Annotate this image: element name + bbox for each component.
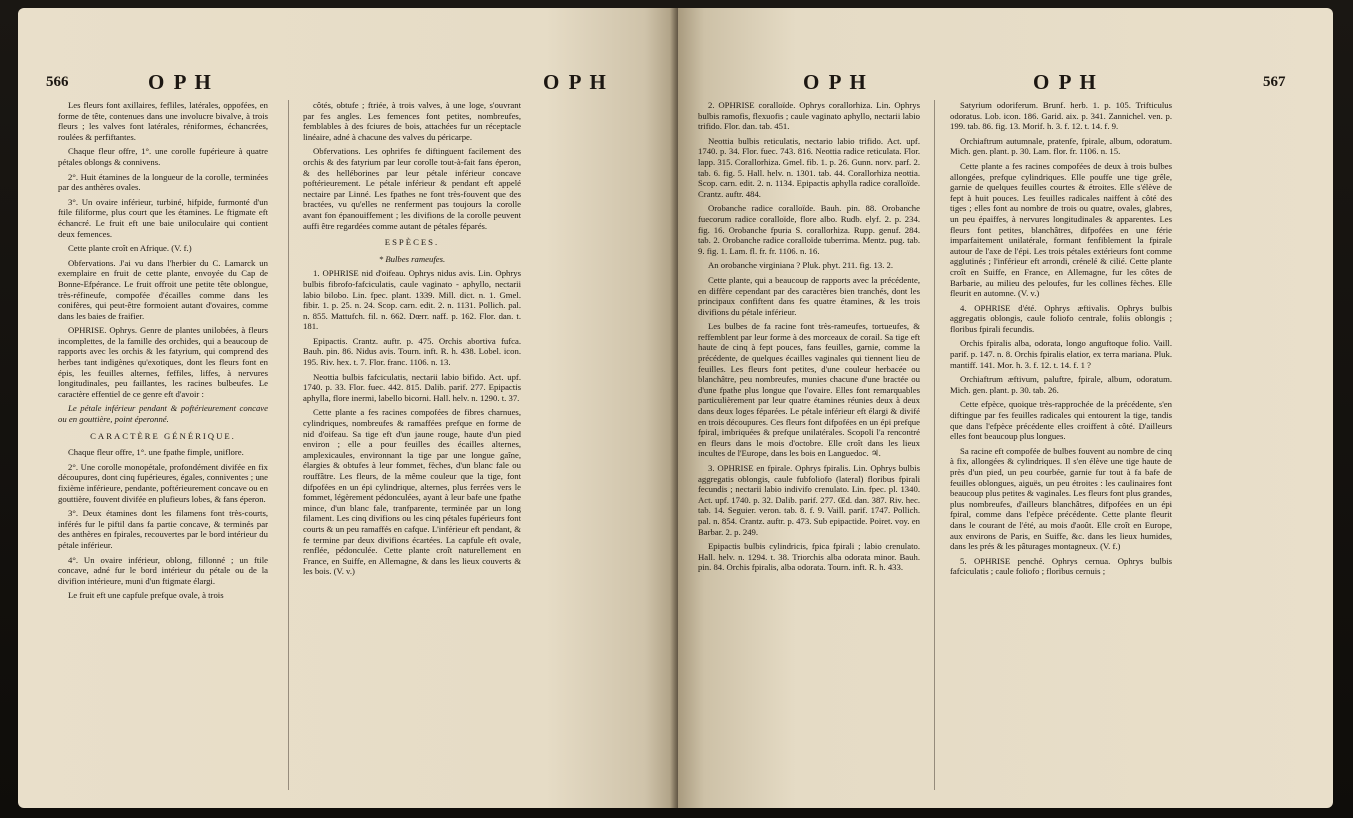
paragraph: Orchiaftrum autumnale, pratenfe, fpirale, album, odoratum. Mich. gen. plant. p. 30. Lam. flor. fr. 1106. n. 15. (950, 135, 1172, 157)
right-page (678, 8, 1333, 808)
paragraph: Cette plante a fes racines compofées de deux à trois bulbes allongées, prefque cylindriques. Elle pouffe une tige grêle, garnie de quelques feuilles courtes & étroites. Elle s'élève de fept à huit pouces. Les feuilles radicales naiffent à côté des tiges ; elles font au nombre de trois ou quatre, ovales, glabres, un peu épaiffes, à nervures longitudinales & apparentes. Les fleurs font petites, blanchâtres, difpofées en une férie imparfaitement unilatérale, formant fenfiblement la fpirale autour de l'axe de l'épi. Les trois pétales extérieurs font comme agglutinés ; l'inférieur eft arrondi, crénelé & cilié. Cette plante croît en Suiffe, en France, en Allemagne, fur les côtes de Barbarie, au milieu des peloufes, fur les collines fèches. Elle fleurit en automne. (V. v.) (950, 160, 1172, 299)
paragraph: Epipactis. Crantz. auftr. p. 475. Orchis abortiva fufca. Bauh. pin. 86. Nidus avis. Tourn. inft. R. h. 438. Lobel. icon. 195. Riv. hex. t. 7. Flor. franc. 1106. n. 13. (303, 335, 521, 368)
paragraph: 2. OPHRISE coralloïde. Ophrys corallorhiza. Lin. Ophrys bulbis ramofis, flexuofis ; caule vaginato aphyllo, nectarii labio trifido. Flor. dan. tab. 451. (698, 100, 920, 132)
paragraph: Les fleurs font axillaires, fefliles, latérales, oppofées, en forme de tête, contenues dans une involucre bivalve, à trois fleurs ; les valves font latérales, réniformes, échancrées, roulées & perfiftantes. (58, 100, 268, 142)
running-head-right: O P H (543, 70, 608, 94)
paragraph: Satyrium odoriferum. Brunf. herb. 1. p. 105. Trifticulus odoratus. Lob. icon. 186. Garid. aix. p. 341. Zannichel. ven. p. 199. tab. 86. fig. 13. Morif. h. 3. f. 12. t. 14. f. 9. (950, 100, 1172, 132)
column-rule (288, 100, 289, 790)
subsection-heading: * Bulbes rameufes. (378, 253, 446, 264)
paragraph: Chaque fleur offre, 1°. une corolle fupérieure à quatre pétales oblongs & connivens. (58, 146, 268, 167)
paragraph: Orchiaftrum æftivum, paluftre, fpirale, album, odoratum. Mich. gen. plant. p. 30. tab. 26. (950, 374, 1172, 395)
column-rule (934, 100, 935, 790)
paragraph: 4°. Un ovaire inférieur, oblong, fillonné ; un ftile concave, adné fur le bord intérieur du pétale ou de la divifion intérieure, muni d'un ftigmate élargi. (58, 554, 268, 586)
paragraph: Le fruit eft une capfule prefque ovale, à trois (68, 590, 224, 601)
paragraph: 3°. Deux étamines dont les filamens font très-courts, inférés fur le piftil dans fa partie concave, & terminés par des anthères en fpirales, recouvertes par le bord intérieur du pétale inférieur. (58, 508, 268, 550)
paragraph: Cette plante, qui a beaucoup de rapports avec la précédente, en diffère cependant par des caractères bien tranchés, dont les principaux confiftent dans fes quatre étamines, & les trois divifions du pétale inférieur. (698, 274, 920, 317)
paragraph: côtés, obtufe ; ftriée, à trois valves, à une loge, s'ouvrant par fes angles. Les femences font petites, nombreufes, femblables à des fciures de bois, attachées fur un réceptacle linéaire, adné à chacune des valves du péricarpe. (303, 100, 521, 142)
paragraph: OPHRISE. Ophrys. Genre de plantes unilobées, à fleurs incomplettes, de la famille des orchides, qui a beaucoup de rapports avec les orchis & les fatyrium, qui comprend des herbes tant indigènes qu'exotiques, dont les fleurs font en épis, les feuilles alternes, feffiles, liffes, à nervures longitudinales, peu faillantes, les racines bulbeufes. Le caractère effentiel de ce genre eft d'avoir : (58, 325, 268, 399)
paragraph: Cette plante croît en Afrique. (V. f.) (68, 243, 192, 254)
paragraph: Orobanche radice coralloïde. Bauh. pin. 88. Orobanche fuecorum radice coralloïde, flore albo. Rudb. elyf. 2. p. 234. fig. 16. Orobanche fpuria S. corallorhiza. Rupp. genuf. 284. tab. 2. Orobanche radice coralloïde tuberrima. Mentz. pug. tab. 9. fig. 1. Lam. fl. fr. fr. 1106. n. 16. (698, 203, 920, 256)
section-heading: CARACTÈRE GÉNÉRIQUE. (90, 430, 236, 441)
section-heading: ESPÈCES. (384, 237, 440, 248)
page-number: 566 (46, 74, 69, 90)
paragraph: 2°. Huit étamines de la longueur de la corolle, terminées par des anthères ovales. (58, 171, 268, 193)
paragraph: Obfervations. J'ai vu dans l'herbier du C. Lamarck un exemplaire en fruit de cette plante, envoyée du Cap de Bonne-Efpérance. Le fruit offroit une petite tête oblongue, très-réfineufe, compofée d'écailles comme dans les conifères, qui peut-être formoient autant d'ovaires, comme dans les baies de fraifier. (58, 257, 268, 321)
paragraph: Obfervations. Les ophrifes fe diftinguent facilement des orchis & des fatyrium par leur corolle tout-à-fait fans éperon, & des helléborines par leur pétale inférieur concave poftérieurement. Le pétale inférieur & pendant eft appelé nectaire par Linné. Les fpathes ne font très-fouvent que des bractées, vu qu'elles ne renferment pas toujours la corolle avant fon épanouiffement ; les divifions de la corolle peuvent auffi être regardées comme autant de pétales féparés. (303, 146, 521, 231)
paragraph: Cette efpèce, quoique très-rapprochée de la précédente, s'en diftingue par fes feuilles radicales qui entourent la tige, tandis que dans l'efpèce précédente elles croiffent à côté. D'ailleurs elles font beaucoup plus longues. (950, 399, 1172, 442)
running-head-left: O P H (803, 70, 868, 94)
paragraph: Orchis fpiralis alba, odorata, longo anguftoque folio. Vaill. parif. p. 147. n. 8. Orchis fpiralis elatior, ex terra mariana. Pluk. mantiff. 141. Mor. h. 3. f. 12. t. 14. f. 1 ? (950, 338, 1172, 370)
running-head-right: O P H (1033, 70, 1098, 94)
paragraph: Neottia bulbis reticulatis, nectario labio trifido. Act. upf. 1740. p. 34. Flor. fuec. 743. 816. Neottia radice reticulata. Flor. lapp. 315. Corallorhiza. Gmel. fib. 1. p. 26. Gunn. norv. parf. 2. tab. 6. fig. 5. Hall. helv. n. 1301. tab. 44. Corallorhiza neottia. Scop. carn. edit. 2. n. 1134. Epipactis aphylla radice coralloïde. Crantz. auftr. 484. (698, 135, 920, 199)
paragraph: 1. OPHRISE nid d'oifeau. Ophrys nidus avis. Lin. Ophrys bulbis fibrofo-fafciculatis, caule vaginato - aphyllo, nectarii labio bilobo. Lin. fpec. plant. 1339. Mill. dict. n. 1. Gmel. fibir. 1. p. 25. n. 24. Scop. carn. edit. 2. n. 1131. Pollich. pal. n. 855. Mattufch. fil. n. 662. Dœrr. naff. p. 162. Flor. dan. t. 181. (303, 268, 521, 332)
paragraph: 5. OPHRISE penché. Ophrys cernua. Ophrys bulbis fafciculatis ; caule foliofo ; floribus cernuis ; (950, 555, 1172, 577)
paragraph: 3. OPHRISE en fpirale. Ophrys fpiralis. Lin. Ophrys bulbis aggregatis oblongis, caule fubfoliofo (lateral) floribus fpirali fecundis ; nectarii labio indivifo crenulato. Lin. fpec. pl. 1340. Act. upf. 1740. p. 32. Dalib. parif. 277. Œd. dan. 387. Riv. hec. tab. 14. Seguier. veron. tab. 8. f. 9. Vaill. parif. 1747. Pollich. pal. n. 854. Crantz. auftr. p. 473. Sub epipactide. Poiret. voy. en Barbar. 2. p. 249. (698, 463, 920, 537)
paragraph: An orobanche virginiana ? Pluk. phyt. 211. fig. 13. 2. (708, 260, 894, 271)
paragraph: Neottia bulbis fafciculatis, nectarii labio bifido. Act. upf. 1740. p. 33. Flor. fuec. 442. 815. Dalib. parif. 277. Epipactis aphylla, flore inermi, labello bicorni. Hall. helv. n. 1290. t. 37. (303, 371, 521, 403)
left-page (18, 8, 678, 808)
text-column-4 (950, 100, 1172, 800)
paragraph: Chaque fleur offre, 1°. une fpathe fimple, uniflore. (68, 447, 244, 458)
paragraph: Sa racine eft compofée de bulbes fouvent au nombre de cinq à fix, allongées & cylindriques. Il s'en élève une tige haute de près d'un pied, un peu courbée, garnie fur tout à fa bafe de feuilles oblongues, aiguës, un peu étroites : les caulinaires font beaucoup plus petites & vaginales. Les fleurs font plus grandes, plus nombreufes, d'ailleurs blanchâtres, difpofées en un épi fpiral, comme dans l'efpèce précédente. Cette plante fleurit dans le courant de l'été, au mois d'août. Elle croît en Europe, aux environs de Paris, en Suiffe, &c. dans les lieux humides, dans les prés & les pâturages montagneux. (V. f.) (950, 445, 1172, 552)
text-column-2 (303, 100, 521, 800)
text-column-1 (58, 100, 268, 800)
page-number: 567 (1263, 74, 1286, 90)
paragraph: Le pétale inférieur pendant & poftérieurement concave ou en gouttière, point éperonné. (58, 403, 268, 425)
paragraph: 4. OPHRISE d'été. Ophrys æftivalis. Ophrys bulbis aggregatis oblongis, caule foliofo centrale, foliis oblongis ; floribus fpirali fecundis. (950, 302, 1172, 334)
paragraph: Epipactis bulbis cylindricis, fpica fpirali ; labio crenulato. Hall. helv. n. 1294. t. 38. Triorchis alba odorata minor. Bauh. pin. 84. Orchis fpiralis, alba odorata. Tourn. inft. R. h. 433. (698, 541, 920, 573)
running-head-left: O P H (148, 70, 213, 94)
paragraph: Cette plante a fes racines compofées de fibres charnues, cylindriques, nombreufes & ramaffées prefque en forme de nid d'oifeau. Sa tige eft d'un jaune rouge, haute d'un pied environ ; elle a pour feuilles des écailles alternes, amplexicaules, environnant la tige par une longue gaîne, élargies & obtufes à leur fommet, fèches, d'un blanc fale ou rouffâtre. Les fleurs, de la même couleur que la tige, font difpofées en un épi cylindrique, alternes, plus ferrées vers le fommet, légèrement pédonculées, ayant à leur bafe une fpathe mince, d'un blanc fale, tranfparente, terminée par un long filament. Les cinq divifions ou les cinq pétales fupérieurs font courts & un peu ramaffés en cafque. L'inférieur eft pendant, & fe termine par deux divifions écartées. La capfule eft ovale, renflée, pédonculée. Cette plante croît naturellement en France, en Suiffe, en Allemagne, & dans les lieux couverts & les bois. (V. v.) (303, 407, 521, 577)
paragraph: 2°. Une corolle monopétale, profondément divifée en fix découpures, dont cinq fupérieures, égales, conniventes ; une fixième inférieure, pendante, poftérieurement concave ou en gouttière, fouvent divifée en plufieurs lobes, & fans éperon. (58, 461, 268, 504)
text-column-3 (698, 100, 920, 800)
paragraph: Les bulbes de fa racine font très-rameufes, tortueufes, & reffemblent par leur forme à des morceaux de corail. Sa tige eft haute de cinq à fept pouces, fans feuilles, garnie, comme la précédente, de quelques écailles vaginales qui tiennent lieu de feuilles. Les fleurs font petites, d'une couleur herbacée ou blanchâtre, peu nombreufes, munies chacune d'une bractée ou d'une fpathe plus longue que l'ovaire. Elles font remarquables particulièrement par leur quatre étamines réunies deux à deux dans deux loges féparées. Le pétale inférieur eft élargi & divifé en trois découpures. Ces fleurs font difpofées en un épi prefque fpiral, imbriquées & prefque unilatérales. Scopoli l'a rencontré en fleurs dans le mois d'octobre. Elle croît dans les lieux incultes de l'Europe, dans les bois en Languedoc. ♃. (698, 321, 920, 459)
paragraph: 3°. Un ovaire inférieur, turbiné, hifpide, furmonté d'un ftile filiforme, plus court que les étamines. Le ftigmate eft échancré. Le fruit eft une baie uniloculaire qui contient deux femences. (58, 196, 268, 239)
